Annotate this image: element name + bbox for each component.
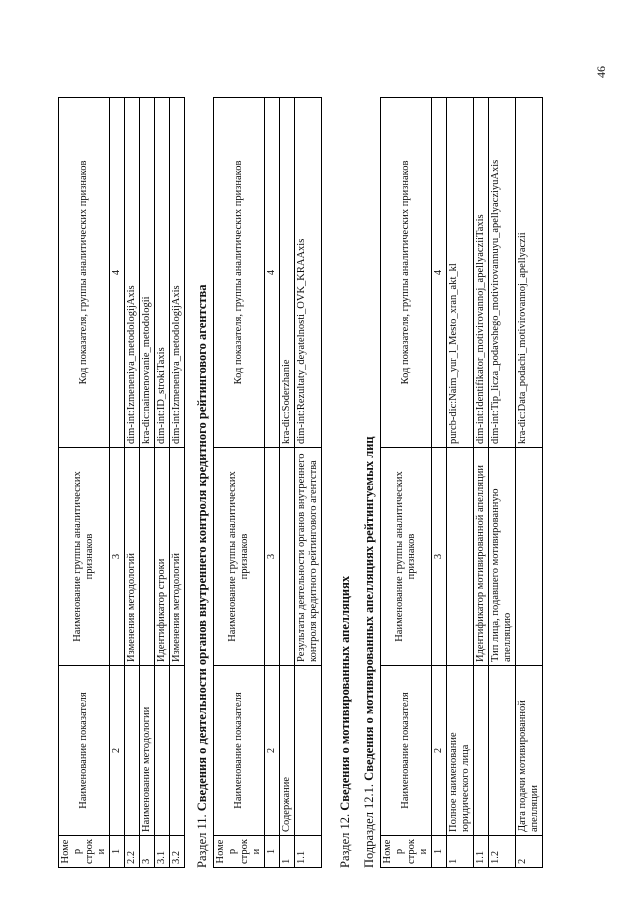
row-number: 3.1 — [155, 836, 170, 868]
section-11-prefix: Раздел 11. — [195, 814, 209, 868]
header-row-number: Номер строки — [381, 836, 432, 868]
table-row — [280, 98, 295, 868]
indicator-name: Содержание — [280, 666, 295, 836]
table-section-11 — [213, 97, 322, 868]
table-row — [140, 98, 155, 868]
header-row-number: Номер строки — [214, 836, 265, 868]
index-cell: 3 — [110, 448, 125, 666]
code: kra-dic:Soderzhanie — [280, 98, 295, 448]
row-number: 1 — [447, 836, 474, 868]
code: dim-int:ID_strokiTaxis — [155, 98, 170, 448]
subsection-12-1-title: Сведения о мотивированных апелляциях рейтингуемых лиц — [362, 436, 376, 781]
row-number: 2 — [516, 836, 543, 868]
group-name: Идентификатор мотивированной апелляции — [474, 448, 489, 666]
table-row — [516, 98, 543, 868]
table-header-row — [214, 98, 265, 868]
group-name: Идентификатор строки — [155, 448, 170, 666]
indicator-name — [155, 666, 170, 836]
section-12-title: Сведения о мотивированных апелляциях — [338, 575, 352, 811]
index-cell: 2 — [265, 666, 280, 836]
group-name — [280, 448, 295, 666]
code: dim-int:Izmeneniya_metodologijAxis — [170, 98, 185, 448]
rotated-content — [58, 98, 543, 868]
table-row — [170, 98, 185, 868]
header-code: Код показателя, группы аналитических признаков — [214, 98, 265, 448]
indicator-name — [474, 666, 489, 836]
header-group-name: Наименование группы аналитических признаков — [381, 448, 432, 666]
subsection-12-1-prefix: Подраздел 12.1. — [362, 783, 376, 868]
group-name: Тип лица, подавшего мотивированную апелляцию — [489, 448, 516, 666]
code: dim-int:Rezultaty_deyatelnosti_OVK_KRAAxis — [295, 98, 322, 448]
group-name: Изменения методологий — [125, 448, 140, 666]
table-index-row — [110, 98, 125, 868]
section-11-title: Сведения о деятельности органов внутреннего контроля кредитного рейтингового агентства — [195, 284, 209, 812]
table-row — [295, 98, 322, 868]
header-group-name: Наименование группы аналитических признаков — [214, 448, 265, 666]
index-cell: 3 — [265, 448, 280, 666]
header-code: Код показателя, группы аналитических признаков — [59, 98, 110, 448]
index-cell: 4 — [110, 98, 125, 448]
indicator-name — [170, 666, 185, 836]
section-12-heading — [338, 98, 352, 868]
index-cell: 4 — [432, 98, 447, 448]
row-number: 1.2 — [489, 836, 516, 868]
code: dim-int:Izmeneniya_metodologijAxis — [125, 98, 140, 448]
table-subsection-12-1 — [380, 97, 543, 868]
index-cell: 2 — [432, 666, 447, 836]
group-name: Изменения методологий — [170, 448, 185, 666]
section-12-prefix: Раздел 12. — [338, 813, 352, 868]
table-row — [474, 98, 489, 868]
row-number: 1.1 — [295, 836, 322, 868]
page-number: 46 — [594, 66, 608, 78]
index-cell: 1 — [110, 836, 125, 868]
code: dim-int:Identifikator_motivirovannoj_apellyacziiTaxis — [474, 98, 489, 448]
index-cell: 4 — [265, 98, 280, 448]
indicator-name: Дата подачи мотивированной апелляции — [516, 666, 543, 836]
table-row — [155, 98, 170, 868]
header-indicator-name: Наименование показателя — [381, 666, 432, 836]
index-cell: 1 — [432, 836, 447, 868]
table-header-row — [59, 98, 110, 868]
code: purcb-dic:Naim_yur_l_Mesto_xran_akt_kl — [447, 98, 474, 448]
subsection-12-1-heading — [362, 98, 376, 868]
table-row — [489, 98, 516, 868]
table-row — [447, 98, 474, 868]
indicator-name: Полное наименование юридического лица — [447, 666, 474, 836]
row-number: 3.2 — [170, 836, 185, 868]
code: dim-int:Tip_licza_podavshego_motivirovannuyu_apellyacziyuAxis — [489, 98, 516, 448]
index-cell: 3 — [432, 448, 447, 666]
indicator-name — [295, 666, 322, 836]
header-indicator-name: Наименование показателя — [214, 666, 265, 836]
index-cell: 1 — [265, 836, 280, 868]
table-index-row — [265, 98, 280, 868]
indicator-name: Наименование методологии — [140, 666, 155, 836]
group-name — [516, 448, 543, 666]
index-cell: 2 — [110, 666, 125, 836]
table-methodology — [58, 97, 185, 868]
group-name — [447, 448, 474, 666]
indicator-name — [489, 666, 516, 836]
code: kra-dic:Data_podachi_motivirovannoj_apellyaczii — [516, 98, 543, 448]
row-number: 3 — [140, 836, 155, 868]
header-group-name: Наименование группы аналитических признаков — [59, 448, 110, 666]
table-row — [125, 98, 140, 868]
header-row-number: Номер строки — [59, 836, 110, 868]
group-name: Результаты деятельности органов внутреннего контроля кредитного рейтингового агентства — [295, 448, 322, 666]
row-number: 1.1 — [474, 836, 489, 868]
section-11-heading — [195, 98, 209, 868]
header-indicator-name: Наименование показателя — [59, 666, 110, 836]
header-code: Код показателя, группы аналитических признаков — [381, 98, 432, 448]
group-name — [140, 448, 155, 666]
table-index-row — [432, 98, 447, 868]
code: kra-dic:naimenovanie_metodologii — [140, 98, 155, 448]
row-number: 1 — [280, 836, 295, 868]
indicator-name — [125, 666, 140, 836]
row-number: 2.2 — [125, 836, 140, 868]
table-header-row — [381, 98, 432, 868]
